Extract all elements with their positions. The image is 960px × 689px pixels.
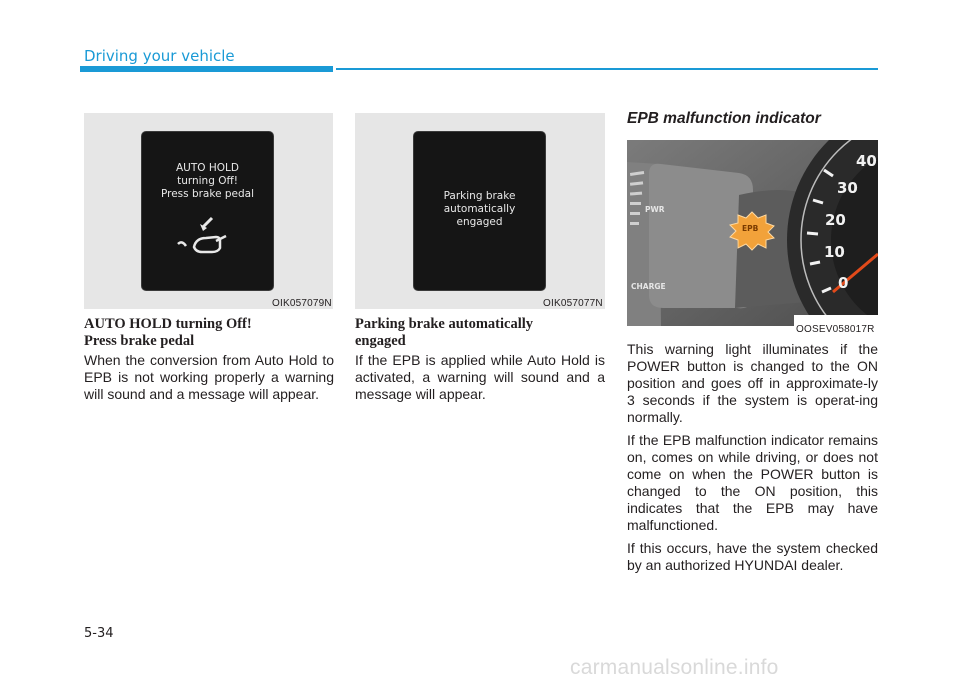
heading-line: Press brake pedal — [84, 333, 195, 349]
parking-brake-heading — [355, 316, 605, 350]
parking-brake-body: If the EPB is applied while Auto Hold is activated, a warning will sound and a message will appear. — [355, 352, 605, 402]
header-rule-thick — [80, 66, 333, 72]
paragraph: If the EPB malfunction indicator remains on, comes on while driving, or does not come on when the POWER button is changed to the ON position, this indicates that the EPB may have malfunctioned. — [627, 432, 878, 533]
figure-auto-hold — [84, 113, 333, 309]
header-rule-thin — [336, 68, 878, 70]
figure-code: OIK057079N — [272, 298, 332, 309]
figure-code: OIK057077N — [543, 298, 603, 309]
section-header-title: Driving your vehicle — [84, 47, 235, 65]
cluster-display-screen — [414, 132, 545, 290]
epb-section-body — [627, 341, 878, 580]
epb-warning-icon: EPB — [742, 224, 759, 233]
charge-gauge-label: CHARGE — [631, 282, 666, 291]
pwr-gauge-label: PWR — [645, 205, 665, 214]
brake-pedal-icon — [172, 214, 242, 264]
epb-section-title: EPB malfunction indicator — [627, 110, 821, 127]
paragraph: If this occurs, have the system checked by an authorized HYUNDAI dealer. — [627, 540, 878, 573]
speed-tick-label: 30 — [837, 179, 858, 197]
figure-epb-cluster — [627, 140, 878, 326]
speed-tick-label: 10 — [824, 243, 845, 261]
paragraph: This warning light illuminates if the POWER button is changed to the ON position and goes off in approximate-ly 3 seconds if the system is operat-ing normally. — [627, 341, 878, 425]
page-number: 5-34 — [84, 626, 114, 641]
figure-code: OOSEV058017R — [796, 324, 875, 335]
figure-parking-brake — [355, 113, 605, 309]
speed-tick-label: 40 — [856, 152, 877, 170]
speed-tick-label: 20 — [825, 211, 846, 229]
watermark-link[interactable]: carmanualsonline.info — [570, 656, 779, 679]
parking-brake-message: Parking brake automatically engaged — [443, 190, 516, 228]
auto-hold-body: When the conversion from Auto Hold to EPB is not working properly a warning will sound and a message will appear. — [84, 352, 334, 402]
heading-line: Parking brake automatically — [355, 316, 534, 332]
heading-line: AUTO HOLD turning Off! — [84, 316, 252, 332]
instrument-cluster-illustration — [627, 140, 878, 326]
heading-line: engaged — [355, 333, 406, 349]
auto-hold-heading — [84, 316, 334, 350]
speed-tick-label: 0 — [838, 274, 849, 292]
cluster-display-screen — [142, 132, 273, 290]
auto-hold-message: AUTO HOLD turning Off! Press brake pedal — [160, 162, 255, 200]
